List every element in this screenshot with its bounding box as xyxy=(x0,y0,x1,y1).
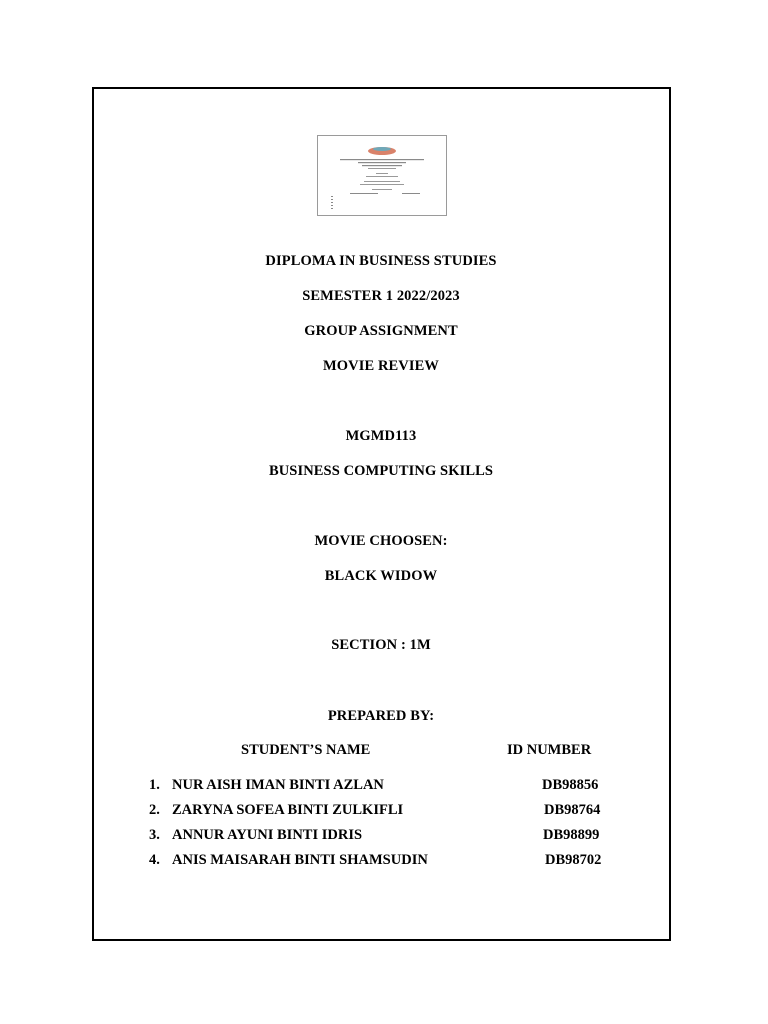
student-name: NUR AISH IMAN BINTI AZLAN xyxy=(172,777,384,793)
student-id: DB98702 xyxy=(545,852,602,868)
student-name: ANIS MAISARAH BINTI SHAMSUDIN xyxy=(172,852,428,868)
movie-name: BLACK WIDOW xyxy=(324,568,438,584)
row-number: 2. xyxy=(149,802,160,818)
section-label: SECTION : 1M xyxy=(331,637,431,653)
student-name: ANNUR AYUNI BINTI IDRIS xyxy=(172,827,363,843)
course-code: MGMD113 xyxy=(345,428,417,444)
student-name-header: STUDENT’S NAME xyxy=(241,742,371,758)
semester-title: SEMESTER 1 2022/2023 xyxy=(302,288,460,304)
assignment-type: GROUP ASSIGNMENT xyxy=(304,323,458,339)
student-id: DB98764 xyxy=(544,802,601,818)
assignment-title: MOVIE REVIEW xyxy=(322,358,439,374)
student-id: DB98899 xyxy=(543,827,600,843)
id-number-header: ID NUMBER xyxy=(507,742,592,758)
prepared-by-label: PREPARED BY: xyxy=(327,708,435,724)
thumbnail-preview-icon xyxy=(318,136,446,215)
cover-page-thumbnail xyxy=(317,135,447,216)
student-name: ZARYNA SOFEA BINTI ZULKIFLI xyxy=(172,802,404,818)
movie-label: MOVIE CHOOSEN: xyxy=(314,533,448,549)
student-id: DB98856 xyxy=(542,777,599,793)
course-name: BUSINESS COMPUTING SKILLS xyxy=(268,463,494,479)
program-title: DIPLOMA IN BUSINESS STUDIES xyxy=(265,253,497,269)
row-number: 1. xyxy=(149,777,160,793)
row-number: 4. xyxy=(149,852,160,868)
row-number: 3. xyxy=(149,827,160,843)
